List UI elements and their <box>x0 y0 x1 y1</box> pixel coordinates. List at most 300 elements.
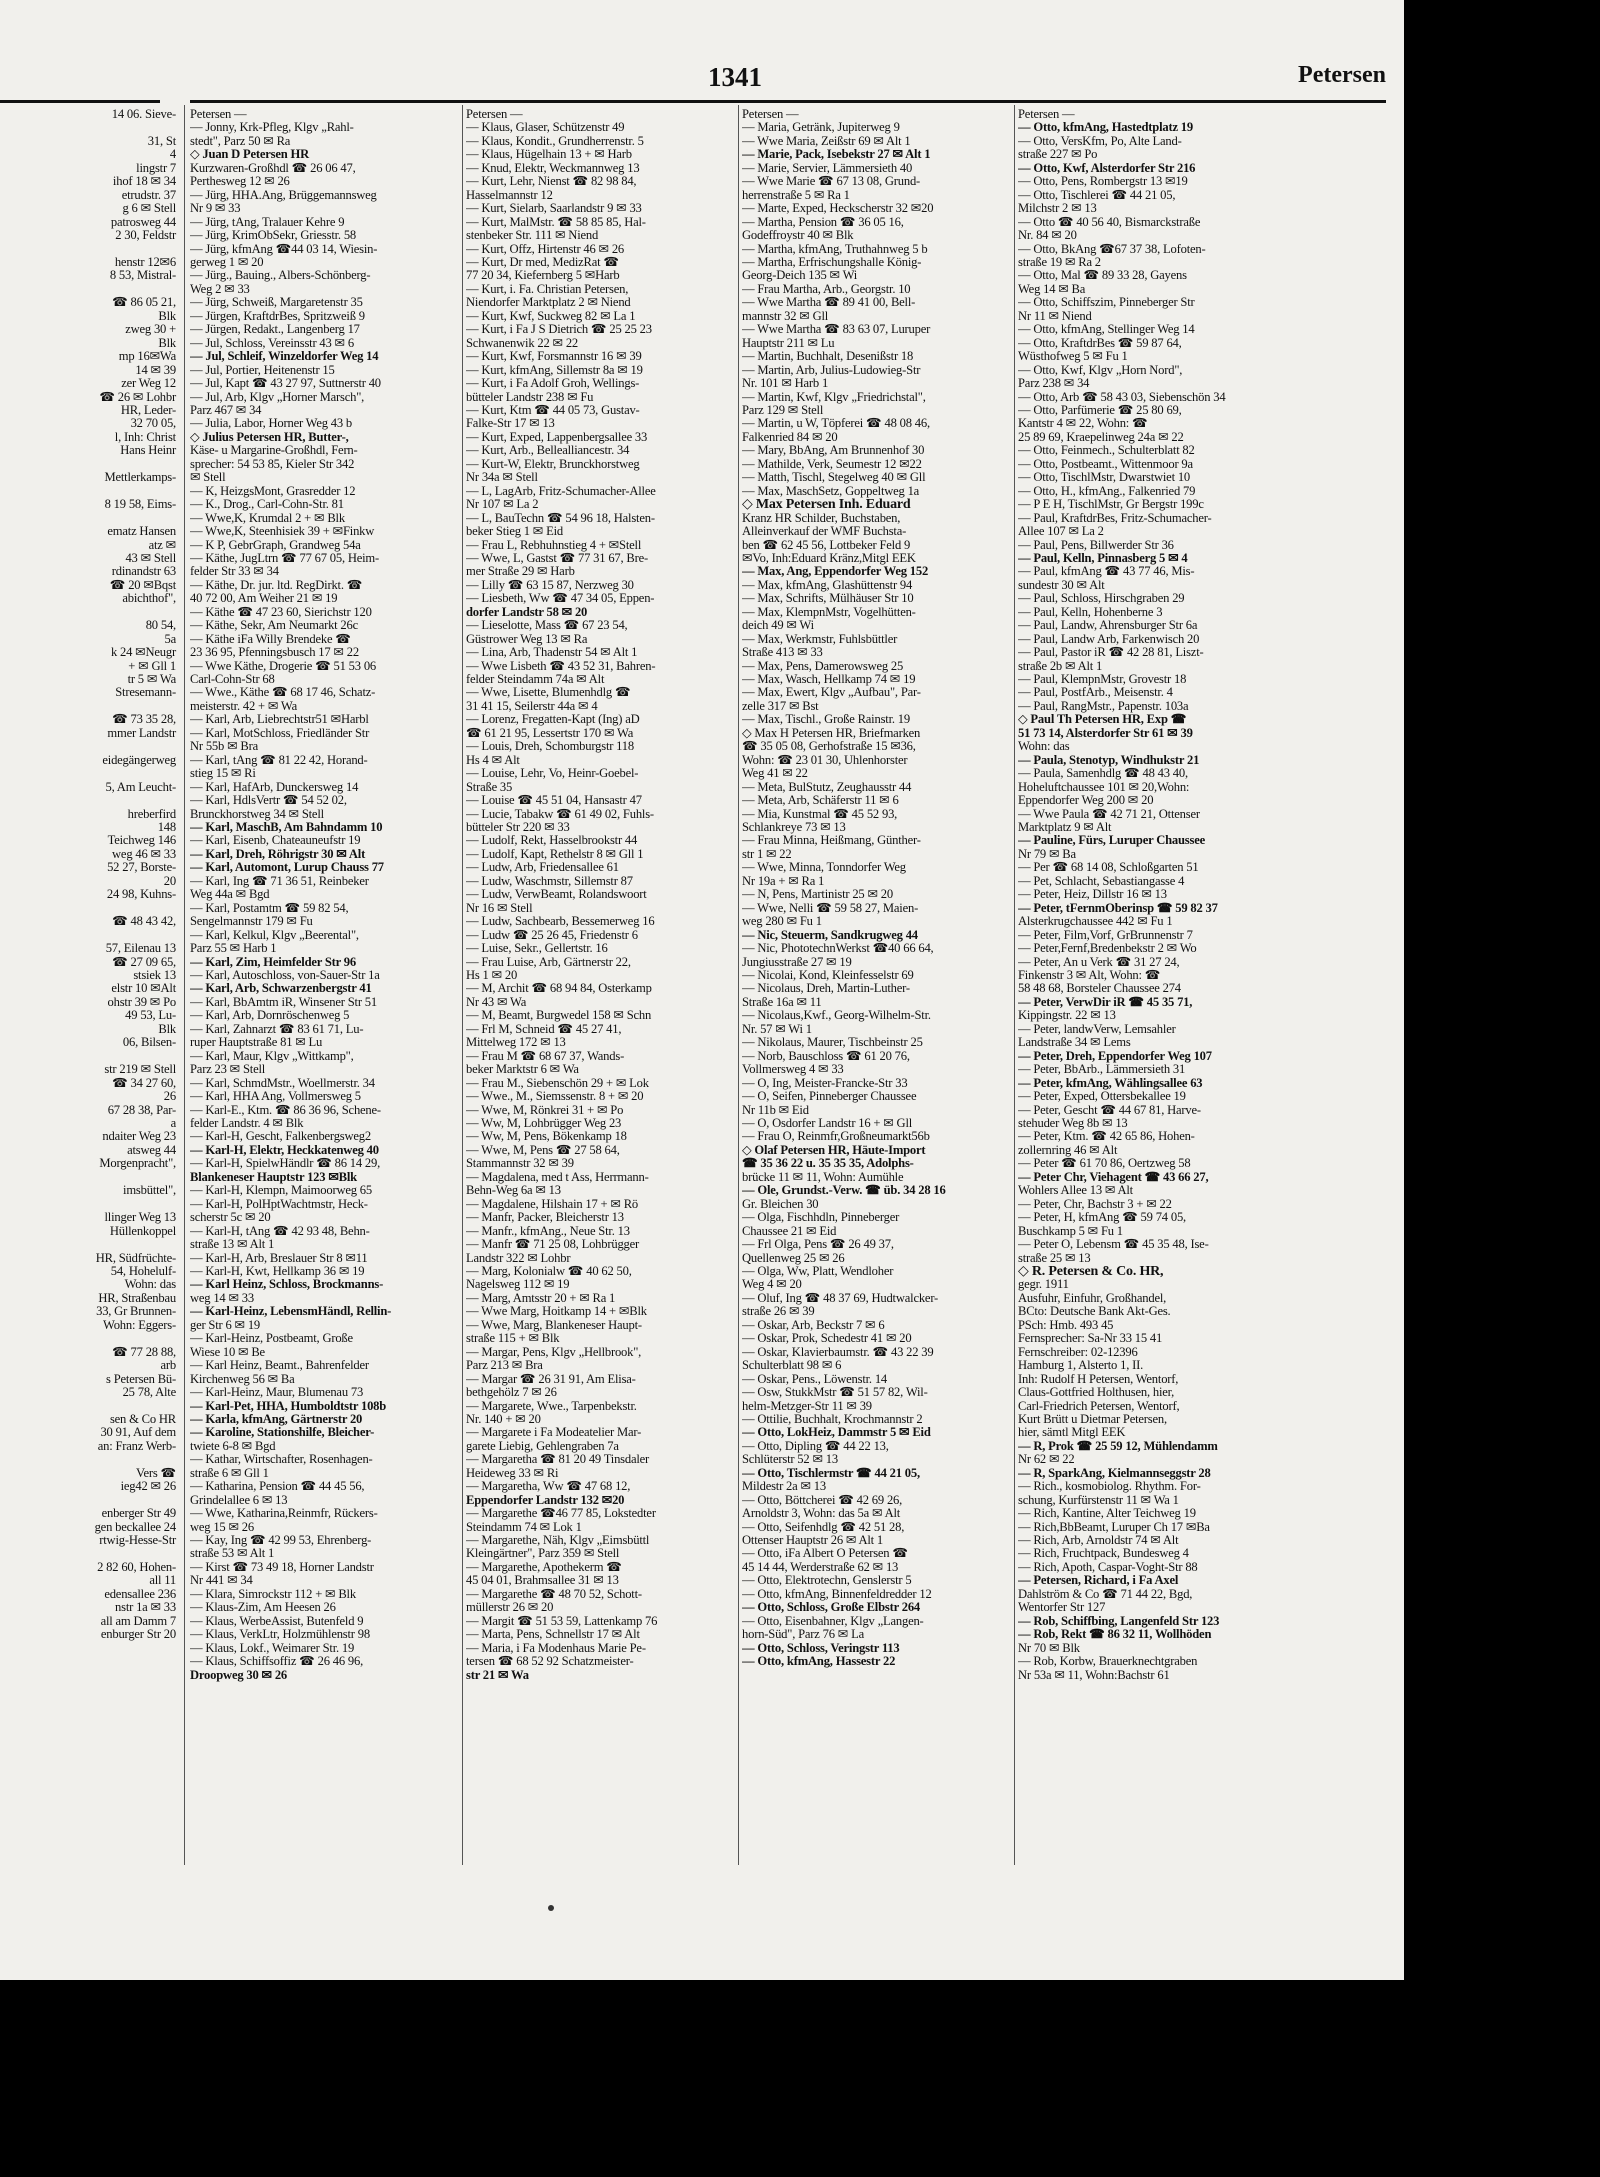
directory-line: Inh: Rudolf H Petersen, Wentorf, <box>1018 1372 1179 1386</box>
directory-line: Nr 19a + ✉ Ra 1 <box>742 874 825 888</box>
directory-line: — L, BauTechn ☎ 54 96 18, Halsten- <box>466 511 655 525</box>
directory-line: — Paul, KlempnMstr, Grovestr 18 <box>1018 673 1187 687</box>
column-4 <box>1018 108 1286 1868</box>
directory-line: — Peter, Chr, Bachstr 3 + ✉ 22 <box>1018 1197 1172 1211</box>
directory-line: Fernsprecher: Sa-Nr 33 15 41 <box>1018 1332 1163 1346</box>
directory-line: ✉ Stell <box>190 471 226 485</box>
directory-line: Landstr 322 ✉ Lohbr <box>466 1251 571 1265</box>
directory-line: — Marie, Servier, Lämmersieth 40 <box>742 161 913 175</box>
directory-line <box>0 243 178 256</box>
directory-line: — Karl, Autoschloss, von-Sauer-Str 1a <box>190 969 380 982</box>
directory-line: — Otto, Schloss, Veringstr 113 <box>742 1641 900 1655</box>
directory-line: ◇ Julius Petersen HR, Butter-, <box>190 430 349 444</box>
directory-line: Ausfuhr, Einfuhr, Großhandel, <box>1018 1291 1167 1305</box>
directory-line: — Otto, Schloss, Große Elbstr 264 <box>742 1601 921 1615</box>
directory-line: — Wwe Marie ☎ 67 13 08, Grund- <box>742 175 921 189</box>
directory-line: Carl-Cohn-Str 68 <box>190 673 275 687</box>
directory-line: 25 89 69, Kraepelinweg 24a ✉ 22 <box>1018 430 1184 444</box>
directory-line: — Rich, Kantine, Alter Teichweg 19 <box>1018 1507 1196 1521</box>
directory-line: felder Steindamm 74a ✉ Alt <box>466 673 605 687</box>
directory-line: an: Franz Werb- <box>97 1439 176 1453</box>
directory-line: — Frl M, Schneid ☎ 45 27 41, <box>466 1022 622 1036</box>
directory-line: — Max, MaschSetz, Goppeltweg 1a <box>742 484 920 498</box>
directory-line: — L, LagArb, Fritz-Schumacher-Allee <box>466 484 656 498</box>
directory-line: patrosweg 44 <box>110 215 176 229</box>
directory-line: Kirchenweg 56 ✉ Ba <box>190 1372 295 1386</box>
directory-line: 58 48 68, Borsteler Chaussee 274 <box>1018 982 1181 996</box>
directory-line: 24 98, Kuhns- <box>106 888 176 902</box>
directory-line: weg 14 ✉ 33 <box>190 1291 254 1305</box>
directory-line: — Karl, MaschB, Am Bahndamm 10 <box>190 821 383 835</box>
directory-line: 30 91, Auf dem <box>100 1426 176 1440</box>
directory-line: Kurzwaren-Großhdl ☎ 26 06 47, <box>190 161 356 175</box>
directory-line: — Katharina, Pension ☎ 44 45 56, <box>190 1480 365 1494</box>
directory-line: — Lilly ☎ 63 15 87, Nerzweg 30 <box>466 578 634 592</box>
directory-line: Hans Heinr <box>120 444 176 458</box>
directory-line <box>0 485 178 498</box>
directory-line: — Margit ☎ 51 53 59, Lattenkamp 76 <box>466 1614 658 1628</box>
directory-line: Falke-Str 17 ✉ 13 <box>466 417 555 431</box>
directory-line: elstr 10 ✉Alt <box>111 982 176 996</box>
directory-line: — Nicolaus, Dreh, Martin-Luther- <box>742 982 910 996</box>
directory-line: Wüsthofweg 5 ✉ Fu 1 <box>1018 350 1128 364</box>
directory-line: — K P, GebrGraph, Grandweg 54a <box>190 538 361 552</box>
directory-line: stsiek 13 <box>133 969 176 982</box>
directory-line: — Karl-H, Arb, Breslauer Str 8 ✉11 <box>190 1251 368 1265</box>
directory-line: — Karl-H, PolHptWachtmstr, Heck- <box>190 1197 368 1211</box>
directory-line: — Luise, Sekr., Gellertstr. 16 <box>466 942 608 956</box>
directory-line: ✉Vo, Inh:Eduard Kränz,Mitgl EEK <box>742 551 916 565</box>
directory-line: Hasselmannstr 12 <box>466 188 553 202</box>
directory-line: str 1 ✉ 22 <box>742 847 792 861</box>
directory-line: — Karl, Zim, Heimfelder Str 96 <box>190 955 356 969</box>
directory-line: — Karl Heinz, Beamt., Bahrenfelder <box>190 1359 369 1373</box>
directory-line: — Martin, Kwf, Klgv „Friedrichstal", <box>742 390 926 404</box>
directory-line: ematz Hansen <box>107 525 176 539</box>
directory-line: 57, Eilenau 13 <box>105 942 176 956</box>
directory-line: Kranz HR Schilder, Buchstaben, <box>742 511 901 525</box>
directory-line: — Wwe, L, Gastst ☎ 77 31 67, Bre- <box>466 551 648 565</box>
directory-line: — Frau M ☎ 68 67 37, Wands- <box>466 1049 625 1063</box>
directory-line: Schwanenwik 22 ✉ 22 <box>466 336 579 350</box>
directory-line: — Peter, Gescht ☎ 44 67 81, Harve- <box>1018 1103 1201 1117</box>
directory-line: — Margarete i Fa Modeatelier Mar- <box>466 1426 642 1440</box>
directory-line: — Jürg., Bauing., Albers-Schönberg- <box>190 269 371 283</box>
directory-line: — Peter,Fernf,Bredenbekstr 2 ✉ Wo <box>1018 942 1197 956</box>
directory-line: — P E H, TischlMstr, Gr Bergstr 199c <box>1018 498 1204 512</box>
directory-line: atsweg 44 <box>127 1143 176 1157</box>
column-3 <box>742 108 1010 1868</box>
directory-line: — Otto, BkAng ☎67 37 38, Lofoten- <box>1018 242 1206 256</box>
directory-line: — Per ☎ 68 14 08, Schloßgarten 51 <box>1018 861 1199 875</box>
directory-line: — Paul, Pastor iR ☎ 42 28 81, Liszt- <box>1018 646 1204 660</box>
directory-line: — Klaus, Hügelhain 13 + ✉ Harb <box>466 148 632 162</box>
directory-line: 25 78, Alte <box>122 1386 176 1400</box>
directory-line: — Klaus, Schiffsoffiz ☎ 26 46 96, <box>190 1655 364 1669</box>
directory-line: Petersen — <box>742 108 799 121</box>
directory-line: — Rich, Apoth, Caspar-Voght-Str 88 <box>1018 1560 1198 1574</box>
directory-line: BCto: Deutsche Bank Akt-Ges. <box>1018 1305 1171 1319</box>
directory-line: Parz 467 ✉ 34 <box>190 403 262 417</box>
directory-line: enberger Str 49 <box>101 1507 176 1521</box>
directory-line: ◇ Max H Petersen HR, Briefmarken <box>742 726 921 740</box>
directory-line <box>0 1400 178 1413</box>
directory-line: 5, Am Leucht- <box>105 780 176 794</box>
directory-line <box>0 794 178 807</box>
directory-line: Petersen — <box>1018 108 1075 121</box>
directory-line: Nr 43 ✉ Wa <box>466 995 527 1009</box>
directory-line: — Jürg, KrimObSekr, Griesstr. 58 <box>190 229 357 243</box>
directory-line: — Karl, Arb, Dornröschenweg 5 <box>190 1009 350 1023</box>
directory-line: — O, Osdorfer Landstr 16 + ✉ Gll <box>742 1116 913 1130</box>
directory-line: Mettlerkamps- <box>104 471 176 485</box>
directory-line: — Karl-H, Elektr, Heckkatenweg 40 <box>190 1143 379 1157</box>
directory-line: imsbüttel", <box>123 1184 176 1198</box>
directory-line: ☎ 27 09 65, <box>112 955 176 969</box>
directory-line: Stammannstr 32 ✉ 39 <box>466 1157 574 1171</box>
directory-line: — Peter, Dreh, Eppendorfer Weg 107 <box>1018 1049 1212 1063</box>
directory-line: s Petersen Bü- <box>106 1372 176 1386</box>
directory-line: mer Straße 29 ✉ Harb <box>466 565 575 579</box>
directory-line: Blk <box>158 1022 176 1036</box>
directory-line: Käse- u Margarine-Großhdl, Fern- <box>190 444 358 458</box>
directory-line: — Max, Wasch, Hellkamp 74 ✉ 19 <box>742 673 916 687</box>
directory-line: — Otto, Tischlermstr ☎ 44 21 05, <box>742 1466 920 1480</box>
directory-line: Nr 11 ✉ Niend <box>1018 309 1092 323</box>
directory-line: — Margarethe ☎46 77 85, Lokstedter <box>466 1507 656 1521</box>
directory-line: 31, St <box>147 134 176 148</box>
directory-line: hreberfird <box>127 807 176 821</box>
directory-line: — Max, kfmAng, Glashüttenstr 94 <box>742 578 913 592</box>
directory-line: — Peter, An u Verk ☎ 31 27 24, <box>1018 955 1180 969</box>
directory-line <box>0 740 178 753</box>
directory-line: — Jürg, HHA.Ang, Brüggemannsweg <box>190 188 377 202</box>
directory-line: Milchstr 2 ✉ 13 <box>1018 202 1097 216</box>
directory-line: 14 ✉ 39 <box>135 363 176 377</box>
directory-line: 33, Gr Brunnen- <box>96 1305 176 1319</box>
directory-line: — Karl-H, Gescht, Falkenbergsweg2 <box>190 1130 371 1144</box>
directory-line: Fernschreiber: 02-12396 <box>1018 1345 1138 1359</box>
directory-line: Weg 4 ✉ 20 <box>742 1278 802 1292</box>
directory-line: — Paul, Kelln, Hohenberne 3 <box>1018 605 1163 619</box>
directory-line: Dahlström & Co ☎ 71 44 22, Bgd, <box>1018 1587 1193 1601</box>
directory-line: — Max, KlempnMstr, Vogelhütten- <box>742 605 916 619</box>
directory-line: — Karl-Heinz, Maur, Blumenau 73 <box>190 1386 364 1400</box>
directory-line: — Peter, Exped, Ottersbekallee 19 <box>1018 1090 1186 1104</box>
directory-line <box>0 1332 178 1345</box>
directory-line: — Marte, Exped, Heckscherstr 32 ✉20 <box>742 202 934 216</box>
directory-line: atz ✉ <box>148 538 176 552</box>
directory-line: — Ludw, Arb, Friedensallee 61 <box>466 861 619 875</box>
directory-line: eidegängerweg <box>102 753 176 767</box>
directory-line: Georg-Deich 135 ✉ Wi <box>742 269 858 283</box>
directory-line: — M, Archit ☎ 68 94 84, Osterkamp <box>466 982 652 996</box>
directory-line: — Paul, RangMstr., Papenstr. 103a <box>1018 699 1189 713</box>
directory-line: — Oskar, Arb, Beckstr 7 ✉ 6 <box>742 1318 885 1332</box>
directory-line: — Meta, Arb, Schäferstr 11 ✉ 6 <box>742 794 899 808</box>
directory-line: Sengelmannstr 179 ✉ Fu <box>190 915 313 929</box>
directory-line: — Klaus, WerbeAssist, Butenfeld 9 <box>190 1614 364 1628</box>
directory-line: — Lucie, Tabakw ☎ 61 49 02, Fuhls- <box>466 807 654 821</box>
directory-line <box>0 1453 178 1466</box>
directory-line: ohstr 39 ✉ Po <box>107 995 176 1009</box>
directory-line: — Käthe iFa Willy Brendeke ☎ <box>190 632 351 646</box>
directory-line: — Wwe Käthe, Drogerie ☎ 51 53 06 <box>190 659 377 673</box>
directory-line: Schlankreye 73 ✉ 13 <box>742 821 846 835</box>
directory-line: deich 49 ✉ Wi <box>742 619 814 633</box>
directory-line: Niendorfer Marktplatz 2 ✉ Niend <box>466 296 631 310</box>
directory-line: — Karl, SchmdMstr., Woellmerstr. 34 <box>190 1076 375 1090</box>
directory-line: — Peter O, Lebensm ☎ 45 35 48, Ise- <box>1018 1238 1209 1252</box>
directory-line: mannstr 32 ✉ Gll <box>742 309 829 323</box>
directory-line: Teichweg 146 <box>107 834 176 848</box>
directory-line: — Pet, Schlacht, Sebastiangasse 4 <box>1018 874 1185 888</box>
directory-line: — O, Ing, Meister-Francke-Str 33 <box>742 1076 908 1090</box>
directory-line: — Karla, kfmAng, Gärtnerstr 20 <box>190 1412 363 1426</box>
directory-line: — Otto, TischlMstr, Dwarstwiet 10 <box>1018 471 1191 485</box>
directory-line: Eppendorfer Landstr 132 ✉20 <box>466 1493 625 1507</box>
directory-line: — Otto, Mal ☎ 89 33 28, Gayens <box>1018 269 1187 283</box>
directory-line: Hauptstr 211 ✉ Lu <box>742 336 835 350</box>
directory-line: — Jürgen, KraftdrBes, Spritzweiß 9 <box>190 309 365 323</box>
directory-line: — Nicolai, Kond, Kleinfesselstr 69 <box>742 969 914 982</box>
directory-line: gen beckallee 24 <box>94 1520 176 1534</box>
directory-line: — Oskar, Prok, Schedestr 41 ✉ 20 <box>742 1332 912 1346</box>
directory-line: — Wwe., Käthe ☎ 68 17 46, Schatz- <box>190 686 376 700</box>
directory-line: — Otto, iFa Albert O Petersen ☎ <box>742 1547 908 1561</box>
directory-line: all am Damm 7 <box>100 1614 176 1628</box>
directory-line: horn-Süd", Parz 76 ✉ La <box>742 1628 864 1642</box>
directory-line: Finkenstr 3 ✉ Alt, Wohn: ☎ <box>1018 969 1161 982</box>
directory-line: — Lorenz, Fregatten-Kapt (Ing) aD <box>466 713 640 727</box>
directory-line: Droopweg 30 ✉ 26 <box>190 1668 288 1682</box>
header-rule-left <box>0 100 160 103</box>
directory-line: bütteler Landstr 238 ✉ Fu <box>466 390 594 404</box>
directory-line: — Margarethe, Näh, Klgv „Eimsbüttl <box>466 1534 650 1548</box>
directory-line: — Wwe,K, Steenhisiek 39 + ✉Finkw <box>190 525 375 539</box>
directory-line: — Wwe Lisbeth ☎ 43 52 31, Bahren- <box>466 659 656 673</box>
directory-line: — Kurt, Exped, Lappenbergsallee 33 <box>466 430 648 444</box>
directory-line: Wohn: das <box>124 1278 176 1292</box>
directory-line: ☎ 35 36 22 u. 35 35 35, Adolphs- <box>742 1157 914 1171</box>
directory-line: Nagelsweg 112 ✉ 19 <box>466 1278 570 1292</box>
directory-line: Nr 79 ✉ Ba <box>1018 847 1076 861</box>
directory-line: — Knud, Elektr, Weckmannweg 13 <box>466 161 640 175</box>
directory-line: Claus-Gottfried Holthusen, hier, <box>1018 1386 1175 1400</box>
directory-line: — Karl, HHA Ang, Vollmersweg 5 <box>190 1090 361 1104</box>
directory-line: — Käthe, JugLtrn ☎ 77 67 05, Heim- <box>190 551 380 565</box>
directory-line: Marktplatz 9 ✉ Alt <box>1018 821 1112 835</box>
directory-line: etrudstr. 37 <box>121 188 176 202</box>
directory-line: — Maria, i Fa Modenhaus Marie Pe- <box>466 1641 646 1655</box>
directory-line: — Otto, Schiffszim, Pinneberger Str <box>1018 296 1195 310</box>
directory-line: ger Str 6 ✉ 19 <box>190 1318 261 1332</box>
directory-line: — Jürg, kfmAng ☎44 03 14, Wiesin- <box>190 242 378 256</box>
directory-line: — Otto, Kwf, Klgv „Horn Nord", <box>1018 363 1183 377</box>
directory-line: — Kurt, MalMstr. ☎ 58 85 85, Hal- <box>466 215 646 229</box>
directory-line: Arnoldstr 3, Wohn: das 5a ✉ Alt <box>742 1507 901 1521</box>
directory-line: — Mary, BbAng, Am Brunnenhof 30 <box>742 444 925 458</box>
directory-line: Grindelallee 6 ✉ 13 <box>190 1493 288 1507</box>
directory-line: — Ole, Grundst.-Verw. ☎ üb. 34 28 16 <box>742 1184 946 1198</box>
directory-line: straße 2b ✉ Alt 1 <box>1018 659 1103 673</box>
directory-line: — Karl, Zahnarzt ☎ 83 61 71, Lu- <box>190 1022 364 1036</box>
directory-line: — Norb, Bauschloss ☎ 61 20 76, <box>742 1049 910 1063</box>
directory-line: — Max, Ang, Eppendorfer Weg 152 <box>742 565 929 579</box>
directory-line: weg 46 ✉ 33 <box>112 847 176 861</box>
directory-line: — Karl-Heinz, Postbeamt, Große <box>190 1332 353 1346</box>
directory-line: — Frau Luise, Arb, Gärtnerstr 22, <box>466 955 631 969</box>
directory-line: twiete 6-8 ✉ Bgd <box>190 1439 276 1453</box>
directory-line: felder Landstr. 4 ✉ Blk <box>190 1116 304 1130</box>
directory-line: — Margarethe ☎ 48 70 52, Schott- <box>466 1587 642 1601</box>
directory-line: Schulterblatt 98 ✉ 6 <box>742 1359 842 1373</box>
directory-line: dorfer Landstr 58 ✉ 20 <box>466 605 588 619</box>
directory-line: — Matth, Tischl, Stegelweg 40 ✉ Gll <box>742 471 926 485</box>
directory-line: — Rob, Rekt ☎ 86 32 11, Wollhöden <box>1018 1628 1212 1642</box>
directory-line: 23 36 95, Pfenningsbusch 17 ✉ 22 <box>190 646 359 660</box>
directory-line: — Martha, kfmAng, Truthahnweg 5 b <box>742 242 928 256</box>
directory-line: tersen ☎ 68 52 92 Schatzmeister- <box>466 1655 634 1669</box>
directory-line: meisterstr. 42 + ✉ Wa <box>190 699 297 713</box>
directory-line: Straße 413 ✉ 33 <box>742 646 823 660</box>
directory-line: — Margarethe, Apothekerm ☎ <box>466 1560 622 1574</box>
directory-line: — Wwe., M., Siemssenstr. 8 + ✉ 20 <box>466 1090 644 1104</box>
directory-line: — Nikolaus, Maurer, Tischbeinstr 25 <box>742 1036 923 1050</box>
directory-line: — Peter, BbArb., Lämmersieth 31 <box>1018 1063 1186 1077</box>
directory-line: Straße 35 <box>466 780 513 794</box>
directory-line: — Marie, Pack, Isebekstr 27 ✉ Alt 1 <box>742 148 931 162</box>
directory-line: Hüllenkoppel <box>109 1224 176 1238</box>
directory-line: — Max, Tischl., Große Rainstr. 19 <box>742 713 910 727</box>
directory-line: 52 27, Borste- <box>107 861 176 875</box>
directory-line: weg 15 ✉ 26 <box>190 1520 254 1534</box>
bottom-dot <box>548 1905 554 1911</box>
directory-line: — Nic, Steuerm, Sandkrugweg 44 <box>742 928 918 942</box>
directory-line: — Jul, Schloss, Vereinsstr 43 ✉ 6 <box>190 336 354 350</box>
directory-line <box>0 1238 178 1251</box>
directory-line: straße 53 ✉ Alt 1 <box>190 1547 275 1561</box>
directory-line: Schlüterstr 52 ✉ 13 <box>742 1453 838 1467</box>
directory-line: — Peter Chr, Viehagent ☎ 43 66 27, <box>1018 1170 1209 1184</box>
directory-line: k 24 ✉Neugr <box>110 646 176 660</box>
directory-line: Weg 41 ✉ 22 <box>742 767 808 781</box>
directory-line: — Otto, kfmAng, Hassestr 22 <box>742 1655 896 1669</box>
directory-line: HR, Leder- <box>120 403 176 417</box>
directory-line: Wohlers Allee 13 ✉ Alt <box>1018 1184 1133 1198</box>
directory-line: — Otto, Böttcherei ☎ 42 69 26, <box>742 1493 903 1507</box>
directory-line: — Otto, Arb ☎ 58 43 03, Siebenschön 34 <box>1018 390 1226 404</box>
directory-line: Wohn: das <box>1018 740 1070 754</box>
directory-line: — Kurt, i. Fa. Christian Petersen, <box>466 282 629 296</box>
directory-line: — Karl-H, Kwt, Hellkamp 36 ✉ 19 <box>190 1264 365 1278</box>
directory-line: ☎ 20 ✉Bqst <box>109 578 176 592</box>
directory-line: — Wwe Maria, Zeißstr 69 ✉ Alt 1 <box>742 134 911 148</box>
directory-line: str 219 ✉ Stell <box>104 1063 176 1077</box>
directory-line: — Wwe, Minna, Tonndorfer Weg <box>742 861 906 875</box>
directory-line: weg 280 ✉ Fu 1 <box>742 915 822 929</box>
directory-line: — Karl, MotSchloss, Friedländer Str <box>190 726 370 740</box>
directory-line: Hs 1 ✉ 20 <box>466 969 518 982</box>
directory-line: ☎ 26 ✉ Lohbr <box>99 390 176 404</box>
directory-line: — R, SparkAng, Kielmannseggstr 28 <box>1018 1466 1211 1480</box>
directory-line: — Paul, KraftdrBes, Fritz-Schumacher- <box>1018 511 1212 525</box>
directory-line: felder Str 33 ✉ 34 <box>190 565 279 579</box>
directory-line: — Klaus-Zim, Am Heesen 26 <box>190 1601 336 1615</box>
directory-line: Weg 2 ✉ 33 <box>190 282 250 296</box>
directory-line: — Karl, Dreh, Röhrigstr 30 ✉ Alt <box>190 847 366 861</box>
directory-line: — Ludolf, Rekt, Hasselbrookstr 44 <box>466 834 638 848</box>
directory-line: — Klaus, Glaser, Schützenstr 49 <box>466 121 625 135</box>
directory-line: — Marg, Amtsstr 20 + ✉ Ra 1 <box>466 1291 616 1305</box>
directory-line: ◇ Juan D Petersen HR <box>190 148 310 162</box>
directory-line: — Jul, Schleif, Winzeldorfer Weg 14 <box>190 350 379 364</box>
directory-line: — Osw, StukkMstr ☎ 51 57 82, Wil- <box>742 1386 928 1400</box>
directory-line: — Kurt, kfmAng, Sillemstr 8a ✉ 19 <box>466 363 643 377</box>
directory-line: — Frau L, Rebhuhnstieg 4 + ✉Stell <box>466 538 642 552</box>
directory-line: — Rich,BbBeamt, Luruper Ch 17 ✉Ba <box>1018 1520 1210 1534</box>
directory-line: — Wwe, M, Pens ☎ 27 58 64, <box>466 1143 620 1157</box>
directory-line: zelle 317 ✉ Bst <box>742 699 819 713</box>
directory-line: — Ludw, Sachbearb, Bessemerweg 16 <box>466 915 655 929</box>
directory-line: ◇ Paul Th Petersen HR, Exp ☎ <box>1018 713 1187 727</box>
directory-line: — Wwe, Marg, Blankeneser Haupt- <box>466 1318 642 1332</box>
directory-line: — Karl, Ing ☎ 71 36 51, Reinbeker <box>190 874 369 888</box>
directory-line: 20 <box>163 874 176 888</box>
directory-line: — Kurt, Kwf, Forsmannstr 16 ✉ 39 <box>466 350 642 364</box>
directory-line: Kantstr 4 ✉ 22, Wohn: ☎ <box>1018 417 1148 431</box>
directory-line: 32 70 05, <box>130 417 176 431</box>
directory-line: Allee 107 ✉ La 2 <box>1018 525 1104 539</box>
directory-line: 45 04 01, Brahmsallee 31 ✉ 13 <box>466 1574 619 1588</box>
directory-line: Nr 53a ✉ 11, Wohn:Bachstr 61 <box>1018 1668 1170 1682</box>
directory-line: enburger Str 20 <box>100 1628 176 1642</box>
directory-line: — Wwe, M, Rönkrei 31 + ✉ Po <box>466 1103 624 1117</box>
directory-line: — Otto, Seifenhdlg ☎ 42 51 28, <box>742 1520 905 1534</box>
directory-line: — Louise, Lehr, Vo, Heinr-Goebel- <box>466 767 639 781</box>
directory-line: — Jul, Kapt ☎ 43 27 97, Suttnerstr 40 <box>190 377 381 391</box>
directory-line: mmer Landstr <box>107 726 176 740</box>
directory-line: — Kurt, i Fa J S Dietrich ☎ 25 25 23 <box>466 323 652 337</box>
directory-line: HR, Südfrüchte- <box>95 1251 176 1265</box>
directory-line: — Max, Werkmstr, Fuhlsbüttler <box>742 632 898 646</box>
directory-line: Stresemann- <box>115 686 176 700</box>
directory-line: — Otto, LokHeiz, Dammstr 5 ✉ Eid <box>742 1426 931 1440</box>
directory-line: 67 28 38, Par- <box>107 1103 176 1117</box>
directory-line: — Käthe, Sekr, Am Neumarkt 26c <box>190 619 359 633</box>
directory-line: — Ww, M, Pens, Bökenkamp 18 <box>466 1130 627 1144</box>
directory-line: — Olga, Fischhdln, Pinneberger <box>742 1211 900 1225</box>
directory-line: Parz 55 ✉ Harb 1 <box>190 942 277 956</box>
directory-line: Hamburg 1, Alsterto 1, II. <box>1018 1359 1144 1373</box>
directory-line: — Paul, Kelln, Pinnasberg 5 ✉ 4 <box>1018 551 1188 565</box>
directory-line: mp 16✉Wa <box>118 350 176 364</box>
directory-line: — Otto, Eisenbahner, Klgv „Langen- <box>742 1614 924 1628</box>
directory-line: + ✉ Gll 1 <box>128 659 176 673</box>
directory-line: — Jul, Arb, Klgv „Horner Marsch", <box>190 390 365 404</box>
directory-line: llinger Weg 13 <box>104 1211 176 1225</box>
directory-line: — Jonny, Krk-Pfleg, Klgv „Rahl- <box>190 121 354 135</box>
directory-line: Güstrower Weg 13 ✉ Ra <box>466 632 588 646</box>
directory-line: ◇ R. Petersen & Co. HR, <box>1018 1264 1164 1279</box>
directory-line: ieg42 ✉ 26 <box>120 1480 176 1494</box>
column-divider <box>462 105 463 1865</box>
directory-line: ben ☎ 62 45 56, Lottbeker Feld 9 <box>742 538 911 552</box>
directory-line: — Otto, KraftdrBes ☎ 59 87 64, <box>1018 336 1182 350</box>
directory-line: ihof 18 ✉ 34 <box>112 175 176 189</box>
directory-line: — Ludolf, Kapt, Rethelstr 8 ✉ Gll 1 <box>466 847 644 861</box>
directory-line: Morgenpracht", <box>99 1157 176 1171</box>
